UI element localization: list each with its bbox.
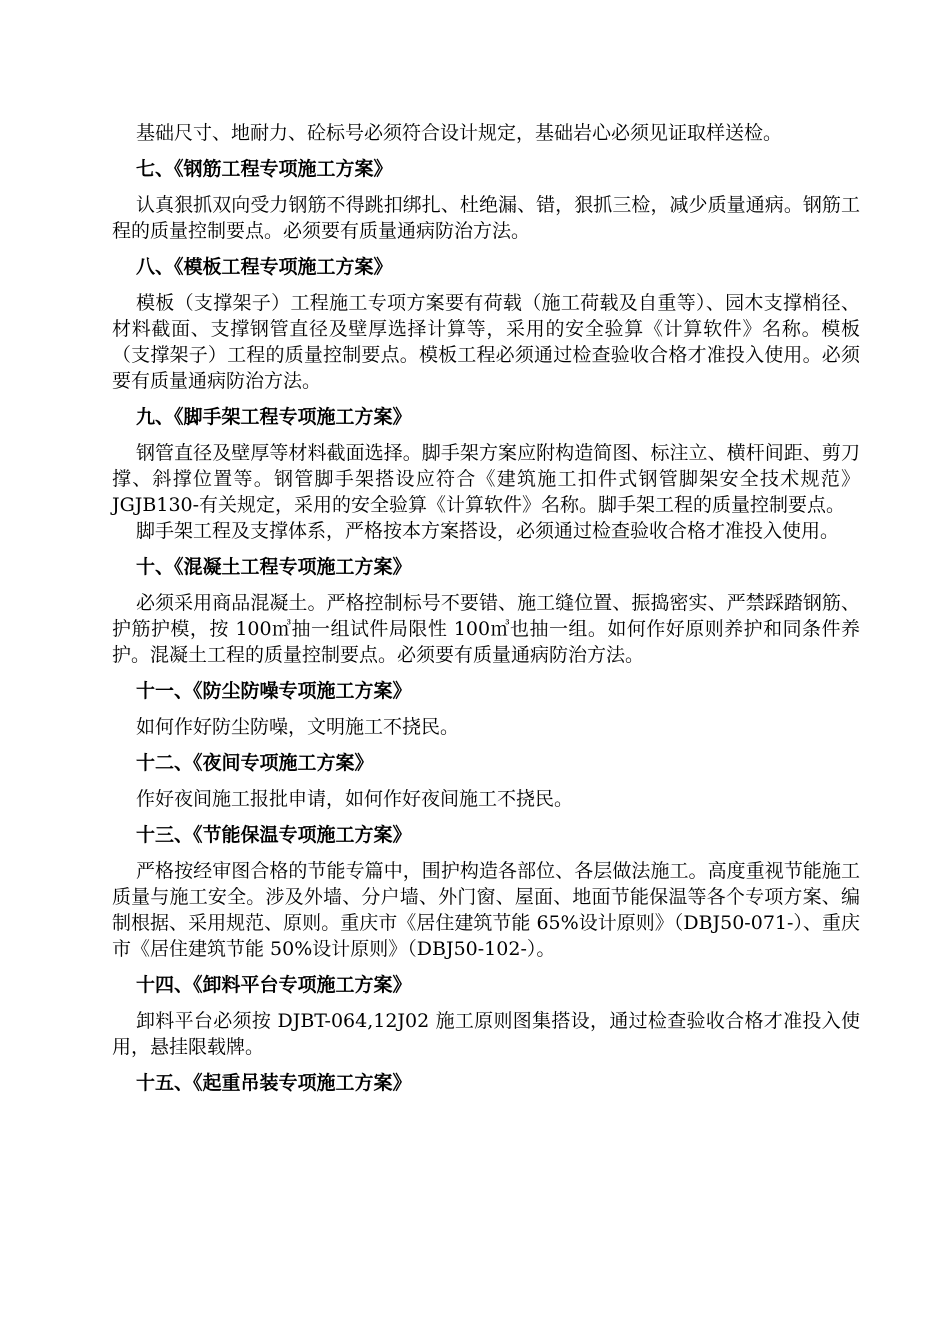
section-heading-14: 十四、《卸料平台专项施工方案》 xyxy=(136,974,412,996)
section-9-paragraph-1: 钢管直径及壁厚等材料截面选择。脚手架方案应附构造简图、标注立、横杆间距、剪刀撑、斜撑位置等。钢管脚手架搭设应符合《建筑施工扣件式钢管脚架安全技术规范》JGJB130-有关规定，采用的安全验算《计算软件》名称。脚手架工程的质量控制要点。 xyxy=(112,442,860,516)
section-heading-10: 十、《混凝土工程专项施工方案》 xyxy=(136,556,412,578)
intro-paragraph: 基础尺寸、地耐力、砼标号必须符合设计规定，基础岩心必须见证取样送检。 xyxy=(136,122,783,144)
section-heading-7: 七、《钢筋工程专项施工方案》 xyxy=(136,158,393,180)
section-8-paragraph: 模板（支撑架子）工程施工专项方案要有荷载（施工荷载及自重等）、园木支撑梢径、材料截面、支撑钢管直径及壁厚选择计算等，采用的安全验算《计算软件》名称。模板（支撑架子）工程的质量控制要点。模板工程必须通过检查验收合格才准投入使用。必须要有质量通病防治方法。 xyxy=(112,292,860,392)
section-heading-13: 十三、《节能保温专项施工方案》 xyxy=(136,824,412,846)
section-14-paragraph: 卸料平台必须按 DJBT-064,12J02 施工原则图集搭设，通过检查验收合格才准投入使用，悬挂限载牌。 xyxy=(112,1010,860,1058)
section-12-paragraph: 作好夜间施工报批申请，如何作好夜间施工不挠民。 xyxy=(136,788,574,810)
section-heading-9: 九、《脚手架工程专项施工方案》 xyxy=(136,406,412,428)
section-heading-11: 十一、《防尘防噪专项施工方案》 xyxy=(136,680,412,702)
section-11-paragraph: 如何作好防尘防噪，文明施工不挠民。 xyxy=(136,716,460,738)
section-13-paragraph: 严格按经审图合格的节能专篇中，围护构造各部位、各层做法施工。高度重视节能施工质量与施工安全。涉及外墙、分户墙、外门窗、屋面、地面节能保温等各个专项方案、编制根据、采用规范、原则。重庆市《居住建筑节能 65%设计原则》（DBJ50-071-）、重庆市《居住建筑节能 50%设计原则》（DBJ50-102-）。 xyxy=(112,860,860,960)
document-page xyxy=(112,120,860,1106)
section-7-paragraph: 认真狠抓双向受力钢筋不得跳扣绑扎、杜绝漏、错，狠抓三检，减少质量通病。钢筋工程的质量控制要点。必须要有质量通病防治方法。 xyxy=(112,194,860,242)
section-10-paragraph: 必须采用商品混凝土。严格控制标号不要错、施工缝位置、振捣密实、严禁踩踏钢筋、护筋护模，按 100㎥抽一组试件局限性 100㎥也抽一组。如何作好原则养护和同条件养护。混凝土工程的质量控制要点。必须要有质量通病防治方法。 xyxy=(112,592,860,666)
section-heading-15: 十五、《起重吊装专项施工方案》 xyxy=(136,1072,412,1094)
section-heading-12: 十二、《夜间专项施工方案》 xyxy=(136,752,374,774)
section-heading-8: 八、《模板工程专项施工方案》 xyxy=(136,256,393,278)
section-9-paragraph-2: 脚手架工程及支撑体系，严格按本方案搭设，必须通过检查验收合格才准投入使用。 xyxy=(136,520,840,542)
